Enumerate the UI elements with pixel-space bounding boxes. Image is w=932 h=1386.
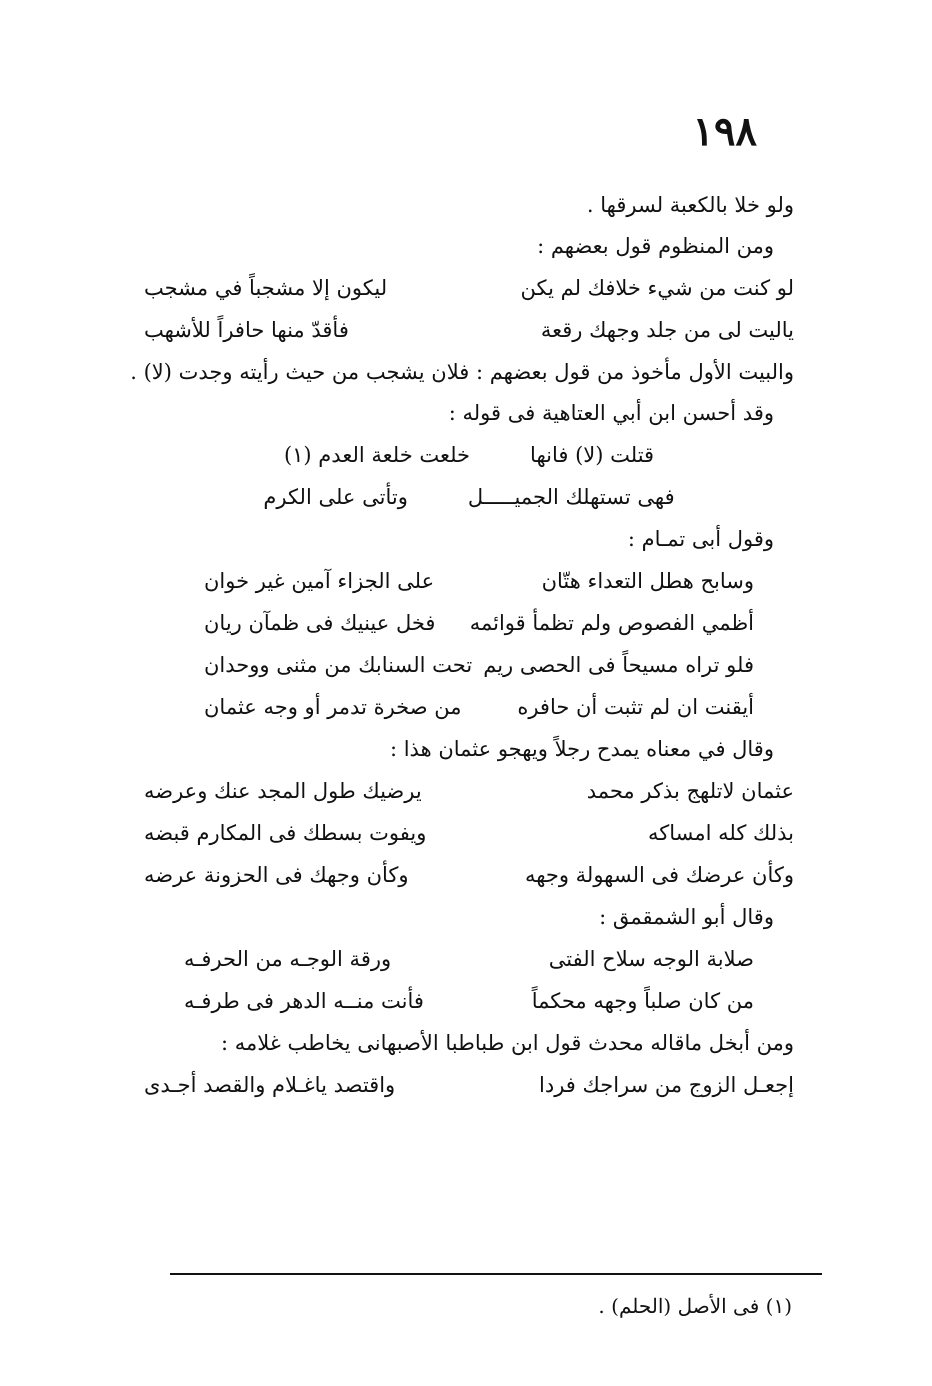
prose-line: وقال في معناه يمدح رجلاً ويهجو عثمان هذا : — [389, 737, 774, 761]
verse-first-hemistich: بذلك كله امساكه — [648, 821, 794, 845]
verse-second-hemistich: من صخرة تدمر أو وجه عثمان — [204, 695, 462, 719]
footnote-rule — [170, 1273, 822, 1275]
verse-second-hemistich: واقتصد ياغـلام والقصد أجـدى — [144, 1073, 396, 1097]
verse-line — [144, 648, 794, 683]
verse-second-hemistich: فخل عينيك فى ظمآن ريان — [204, 611, 436, 635]
verse-first-hemistich: لو كنت من شيء خلافك لم يكن — [520, 276, 794, 300]
verse-second-hemistich: تحت السنابك من مثنى ووحدان — [204, 653, 473, 677]
verse-first-hemistich: فهى تستهلك الجميـــــل — [467, 485, 675, 509]
verse-second-hemistich: وتأتى على الكرم — [263, 485, 408, 509]
verse-second-hemistich: يرضيك طول المجد عنك وعرضه — [144, 779, 422, 803]
verse-second-hemistich: وكأن وجهك فى الحزونة عرضه — [144, 863, 409, 887]
verse-line — [144, 1068, 794, 1103]
verse-first-hemistich: ياليت لى من جلد وجهك رقعة — [540, 318, 794, 342]
prose-line: ولو خلا بالكعبة لسرقها . — [586, 193, 794, 217]
prose-line: وقول أبى تمـام : — [627, 527, 774, 551]
verse-second-hemistich: فأنت منــه الدهر فى طرفـه — [184, 989, 424, 1013]
footnote: (١) فى الأصل (الحلم) . — [598, 1294, 792, 1318]
verse-first-hemistich: صلابة الوجه سلاح الفتى — [548, 947, 754, 971]
verse-line — [144, 271, 794, 306]
verse-line — [144, 480, 794, 515]
verse-line — [144, 438, 794, 473]
verse-first-hemistich: أيقنت ان لم تثبت أن حافره — [517, 695, 754, 719]
verse-line — [144, 564, 794, 599]
verse-line — [144, 942, 794, 977]
verse-first-hemistich: فلو تراه مسيحاً فى الحصى ريم — [483, 653, 754, 677]
prose-line: والبيت الأول مأخوذ من قول بعضهم : فلان يشجب من حيث رأيته وجدت (لا) . — [130, 360, 794, 384]
verse-line — [144, 858, 794, 893]
verse-line — [144, 606, 794, 641]
verse-first-hemistich: وكأن عرضك فى السهولة وجهه — [524, 863, 794, 887]
prose-line: ومن أبخل ماقاله محدث قول ابن طباطبا الأصبهانى يخاطب غلامه : — [221, 1031, 794, 1055]
verse-line — [144, 984, 794, 1019]
verse-first-hemistich: من كان صلباً وجهه محكماً — [531, 989, 754, 1013]
prose-line: ومن المنظوم قول بعضهم : — [537, 234, 774, 258]
verse-first-hemistich: أظمي الفصوص ولم تظمأ قوائمه — [469, 611, 754, 635]
verse-first-hemistich: إجعـل الزوج من سراجك فردا — [539, 1073, 794, 1097]
verse-line — [144, 816, 794, 851]
verse-first-hemistich: عثمان لاتلهج بذكر محمد — [586, 779, 794, 803]
verse-first-hemistich: وسابح هطل التعداء هتّان — [541, 569, 754, 593]
prose-line: وقد أحسن ابن أبي العتاهية فى قوله : — [448, 401, 774, 425]
verse-first-hemistich: قتلت (لا) فانها — [530, 443, 655, 467]
verse-line — [144, 313, 794, 348]
verse-second-hemistich: خلعت خلعة العدم (١) — [283, 443, 471, 467]
verse-second-hemistich: فأقدّ منها حافراً للأشهب — [144, 318, 349, 342]
verse-line — [144, 690, 794, 725]
verse-second-hemistich: على الجزاء آمين غير خوان — [204, 569, 435, 593]
verse-second-hemistich: ويفوت بسطك فى المكارم قبضه — [144, 821, 427, 845]
verse-second-hemistich: ليكون إلا مشجباً في مشجب — [144, 276, 388, 300]
page-number: ١٩٨ — [692, 108, 757, 155]
verse-line — [144, 774, 794, 809]
prose-line: وقال أبو الشمقمق : — [599, 905, 774, 929]
verse-second-hemistich: ورقة الوجـه من الحرفـه — [184, 947, 392, 971]
body-text — [130, 182, 794, 1110]
